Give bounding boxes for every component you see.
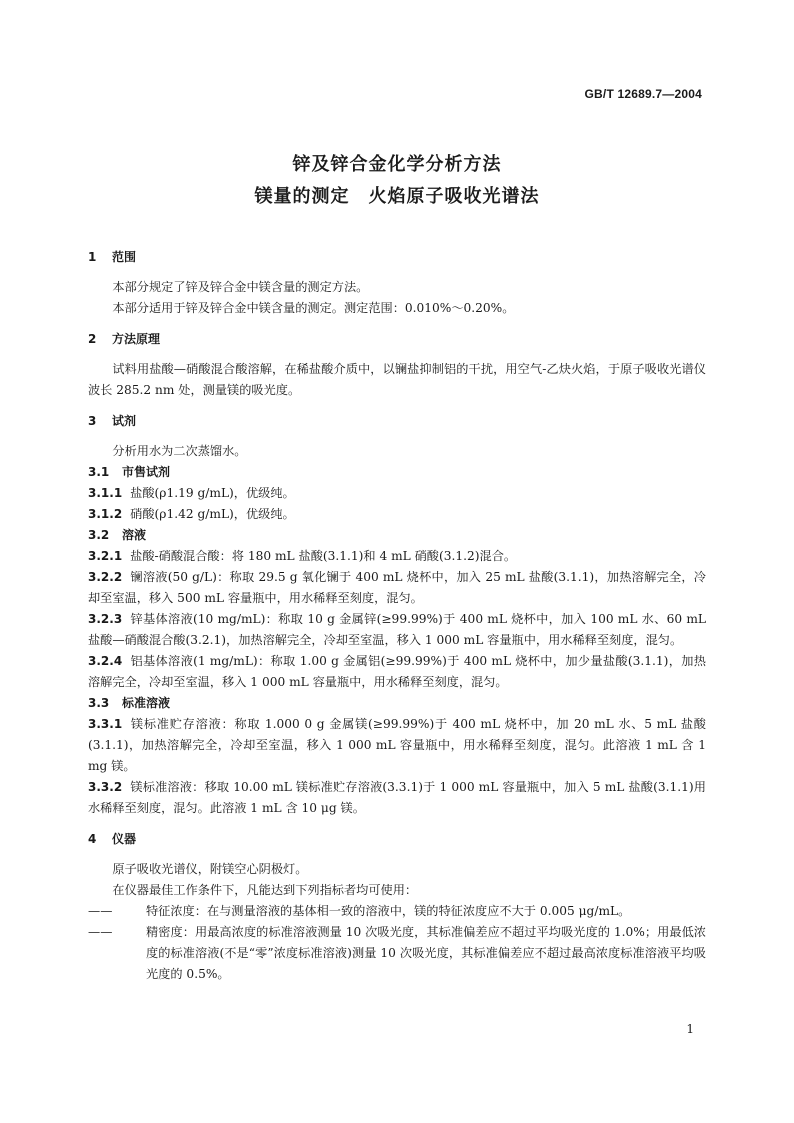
paragraph: 原子吸收光谱仪，附镁空心阴极灯。 <box>112 862 308 876</box>
paragraph: 本部分适用于锌及锌合金中镁含量的测定。测定范围：0.010%～0.20%。 <box>112 301 515 315</box>
clause-item <box>88 714 706 777</box>
dash-item-text: 特征浓度：在与测量溶液的基体相一致的溶液中，镁的特征浓度应不大于 0.005 μg/mL。 <box>146 904 631 918</box>
dash-marker: —— <box>88 925 113 939</box>
paragraph: 分析用水为二次蒸馏水。 <box>112 444 247 458</box>
document-body <box>88 247 706 985</box>
clause-number: 3.2.1 <box>88 549 123 563</box>
section-title: 范围 <box>112 250 137 264</box>
clause-text: 硝酸(ρ1.42 g/mL)，优级纯。 <box>130 507 295 521</box>
standard-code: GB/T 12689.7—2004 <box>584 87 702 101</box>
clause-text: 盐酸-硝酸混合酸：将 180 mL 盐酸(3.1.1)和 4 mL 硝酸(3.1.2)混合。 <box>130 549 517 563</box>
dash-list-item <box>88 922 706 985</box>
section-heading-2 <box>88 329 706 350</box>
paragraph: 本部分规定了锌及锌合金中镁含量的测定方法。 <box>112 280 369 294</box>
section-heading-4 <box>88 829 706 850</box>
clause-text: 镧溶液(50 g/L)：称取 29.5 g 氧化镧于 400 mL 烧杯中，加入 25 mL 盐酸(3.1.1)，加热溶解完全，冷却至室温，移入 500 mL 容量瓶中，用水稀释至刻度，混匀。 <box>88 570 706 605</box>
section-heading-1 <box>88 247 706 268</box>
clause-text: 镁标准贮存溶液：称取 1.000 0 g 金属镁(≥99.99%)于 400 mL 烧杯中，加 20 mL 水、5 mL 盐酸(3.1.1)，加热溶解完全，冷却至室温，移入 1 000 mL 容量瓶中，用水稀释至刻度，混匀。此溶液 1 mL 含 1 mg 镁。 <box>88 717 706 773</box>
subsection-title: 溶液 <box>122 528 147 542</box>
clause-item <box>88 504 706 525</box>
document-title-line2: 镁量的测定 火焰原子吸收光谱法 <box>254 186 540 207</box>
subsection-number: 3.3 <box>88 696 110 710</box>
clause-item <box>88 609 706 651</box>
clause-number: 3.2.2 <box>88 570 123 584</box>
dash-item-text: 精密度：用最高浓度的标准溶液测量 10 次吸光度，其标准偏差应不超过平均吸光度的 1.0%；用最低浓度的标准溶液(不是“零”浓度标准溶液)测量 10 次吸光度，其标准偏差应不超过最高浓度标准溶液平均吸光度的 0.5%。 <box>146 925 706 981</box>
clause-item <box>88 567 706 609</box>
subsection-heading-3-2 <box>88 525 706 546</box>
section-number: 3 <box>88 414 97 428</box>
subsection-heading-3-3 <box>88 693 706 714</box>
subsection-title: 市售试剂 <box>122 465 171 479</box>
clause-item <box>88 651 706 693</box>
clause-text: 盐酸(ρ1.19 g/mL)，优级纯。 <box>130 486 295 500</box>
section-number: 2 <box>88 332 97 346</box>
section-number: 1 <box>88 250 97 264</box>
clause-text: 铝基体溶液(1 mg/mL)：称取 1.00 g 金属铝(≥99.99%)于 400 mL 烧杯中，加少量盐酸(3.1.1)，加热溶解完全，冷却至室温，移入 1 000 mL 容量瓶中，用水稀释至刻度，混匀。 <box>88 654 706 689</box>
clause-item <box>88 483 706 504</box>
section-heading-3 <box>88 411 706 432</box>
document-title-line1: 锌及锌合金化学分析方法 <box>292 154 502 175</box>
clause-text: 镁标准溶液：移取 10.00 mL 镁标准贮存溶液(3.3.1)于 1 000 mL 容量瓶中，加入 5 mL 盐酸(3.1.1)用水稀释至刻度，混匀。此溶液 1 mL 含 10 μg 镁。 <box>88 780 706 815</box>
dash-marker: —— <box>88 904 113 918</box>
paragraph: 在仪器最佳工作条件下，凡能达到下列指标者均可使用： <box>112 883 418 897</box>
clause-number: 3.1.2 <box>88 507 123 521</box>
page-number: 1 <box>686 1022 694 1036</box>
clause-number: 3.3.1 <box>88 717 123 731</box>
subsection-number: 3.2 <box>88 528 110 542</box>
clause-text: 锌基体溶液(10 mg/mL)：称取 10 g 金属锌(≥99.99%)于 400 mL 烧杯中，加入 100 mL 水、60 mL盐酸—硝酸混合酸(3.2.1)，加热溶解完全，冷却至室温，移入 1 000 mL 容量瓶中，用水稀释至刻度，混匀。 <box>88 612 706 647</box>
clause-number: 3.3.2 <box>88 780 123 794</box>
section-number: 4 <box>88 832 97 846</box>
subsection-heading-3-1 <box>88 462 706 483</box>
clause-item <box>88 546 706 567</box>
clause-number: 3.2.4 <box>88 654 123 668</box>
section-title: 仪器 <box>112 832 137 846</box>
clause-item <box>88 777 706 819</box>
subsection-title: 标准溶液 <box>122 696 171 710</box>
clause-number: 3.2.3 <box>88 612 123 626</box>
dash-list-item <box>88 901 706 922</box>
paragraph: 试料用盐酸—硝酸混合酸溶解，在稀盐酸介质中，以镧盐抑制铝的干扰，用空气-乙炔火焰，于原子吸收光谱仪波长 285.2 nm 处，测量镁的吸光度。 <box>88 362 706 397</box>
section-title: 方法原理 <box>112 332 161 346</box>
clause-number: 3.1.1 <box>88 486 123 500</box>
subsection-number: 3.1 <box>88 465 110 479</box>
section-title: 试剂 <box>112 414 137 428</box>
